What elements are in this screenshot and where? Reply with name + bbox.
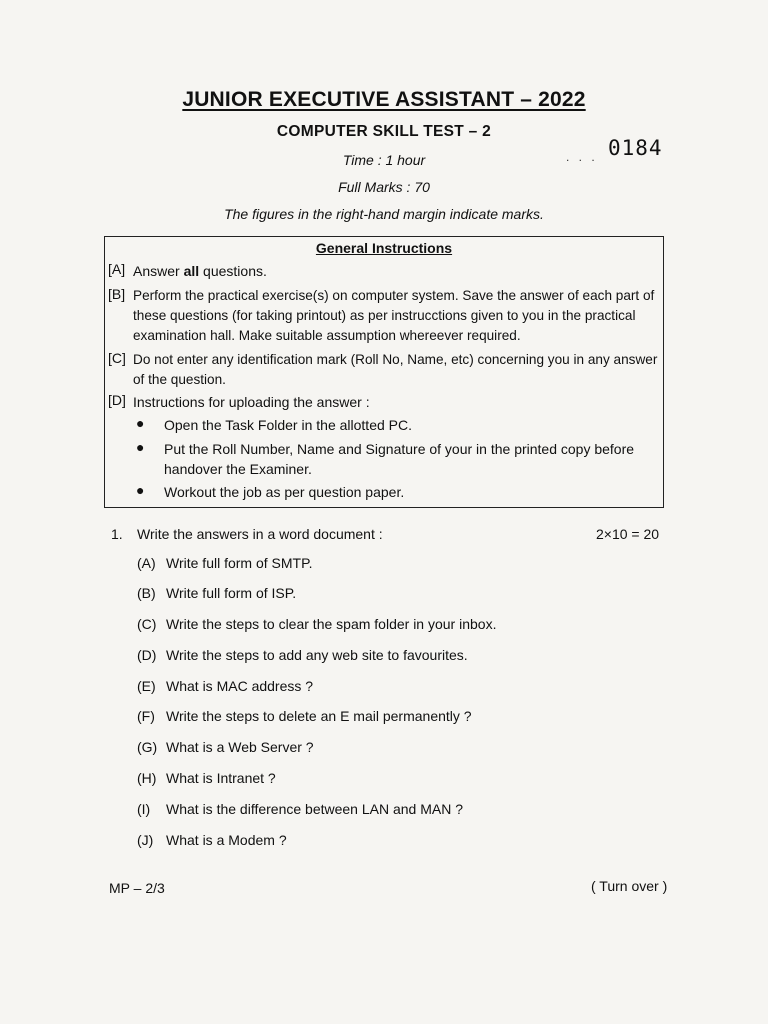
- sub-question-text: What is a Modem ?: [166, 832, 287, 848]
- bullet-icon: ●: [136, 415, 145, 431]
- instruction-c-tag: [C]: [108, 350, 126, 366]
- instruction-a-after: questions.: [199, 263, 267, 279]
- bullet-item-1: Open the Task Folder in the allotted PC.: [164, 417, 412, 433]
- bullet-item-2: Put the Roll Number, Name and Signature of your in the printed copy before handover the Examiner.: [164, 441, 635, 477]
- sub-question-tag: (H): [137, 770, 157, 786]
- bullet-icon: ●: [136, 482, 145, 498]
- question-text: Write the answers in a word document :: [137, 526, 383, 542]
- paper-code: MP – 2/3: [109, 880, 165, 896]
- paper-title: JUNIOR EXECUTIVE ASSISTANT – 2022: [182, 88, 586, 111]
- instructions-heading: General Instructions: [315, 240, 453, 256]
- instruction-a-before: Answer: [133, 263, 184, 279]
- sub-question-tag: (J): [137, 832, 154, 848]
- sub-question-text: What is the difference between LAN and MAN ?: [166, 801, 464, 817]
- question-marks: 2×10 = 20: [596, 526, 660, 542]
- sub-question-tag: (G): [137, 739, 158, 755]
- sub-question-text: Write the steps to delete an E mail permanently ?: [166, 708, 472, 724]
- turn-over-note: ( Turn over ): [591, 878, 668, 894]
- sub-question-tag: (D): [137, 647, 157, 663]
- sub-question-text: Write full form of ISP.: [166, 585, 297, 601]
- paper-subtitle: COMPUTER SKILL TEST – 2: [276, 123, 492, 140]
- sub-question-tag: (A): [137, 555, 156, 571]
- sub-question-text: Write the steps to add any web site to favourites.: [166, 647, 468, 663]
- bullet-item-3: Workout the job as per question paper.: [164, 484, 405, 500]
- bullet-icon: ●: [136, 439, 145, 455]
- sub-question-tag: (C): [137, 616, 157, 632]
- instruction-a-tag: [A]: [108, 261, 126, 277]
- instruction-d-tag: [D]: [108, 392, 126, 408]
- exam-time: Time : 1 hour: [342, 152, 426, 168]
- instruction-c-text: Do not enter any identification mark (Roll No, Name, etc) concerning you in any answer of the question.: [133, 352, 658, 387]
- instruction-a-text: [133, 261, 661, 281]
- marks-note: The figures in the right-hand margin indicate marks.: [224, 206, 544, 222]
- sub-question-tag: (E): [137, 678, 156, 694]
- question-number: 1.: [111, 526, 123, 542]
- sub-question-text: What is MAC address ?: [166, 678, 314, 694]
- sub-question-tag: (I): [137, 801, 151, 817]
- instruction-d-text: Instructions for uploading the answer :: [133, 394, 370, 410]
- sub-question-text: What is Intranet ?: [166, 770, 276, 786]
- full-marks: Full Marks : 70: [338, 179, 430, 195]
- sub-question-tag: (F): [137, 708, 155, 724]
- instruction-a-bold: all: [183, 263, 200, 279]
- sub-question-text: What is a Web Server ?: [166, 739, 314, 755]
- sub-question-text: Write the steps to clear the spam folder in your inbox.: [166, 616, 497, 632]
- sub-question-text: Write full form of SMTP.: [166, 555, 313, 571]
- instruction-b-tag: [B]: [108, 286, 126, 302]
- instruction-b-text: Perform the practical exercise(s) on computer system. Save the answer of each part of these questions (for taking printout) as per instrucctions given to you in the practical examination hall. Make suitable assumption whereever required.: [133, 288, 655, 343]
- serial-number: 0184: [608, 136, 663, 160]
- sub-question-tag: (B): [137, 585, 156, 601]
- stray-dots-decoration: . . .: [566, 150, 598, 164]
